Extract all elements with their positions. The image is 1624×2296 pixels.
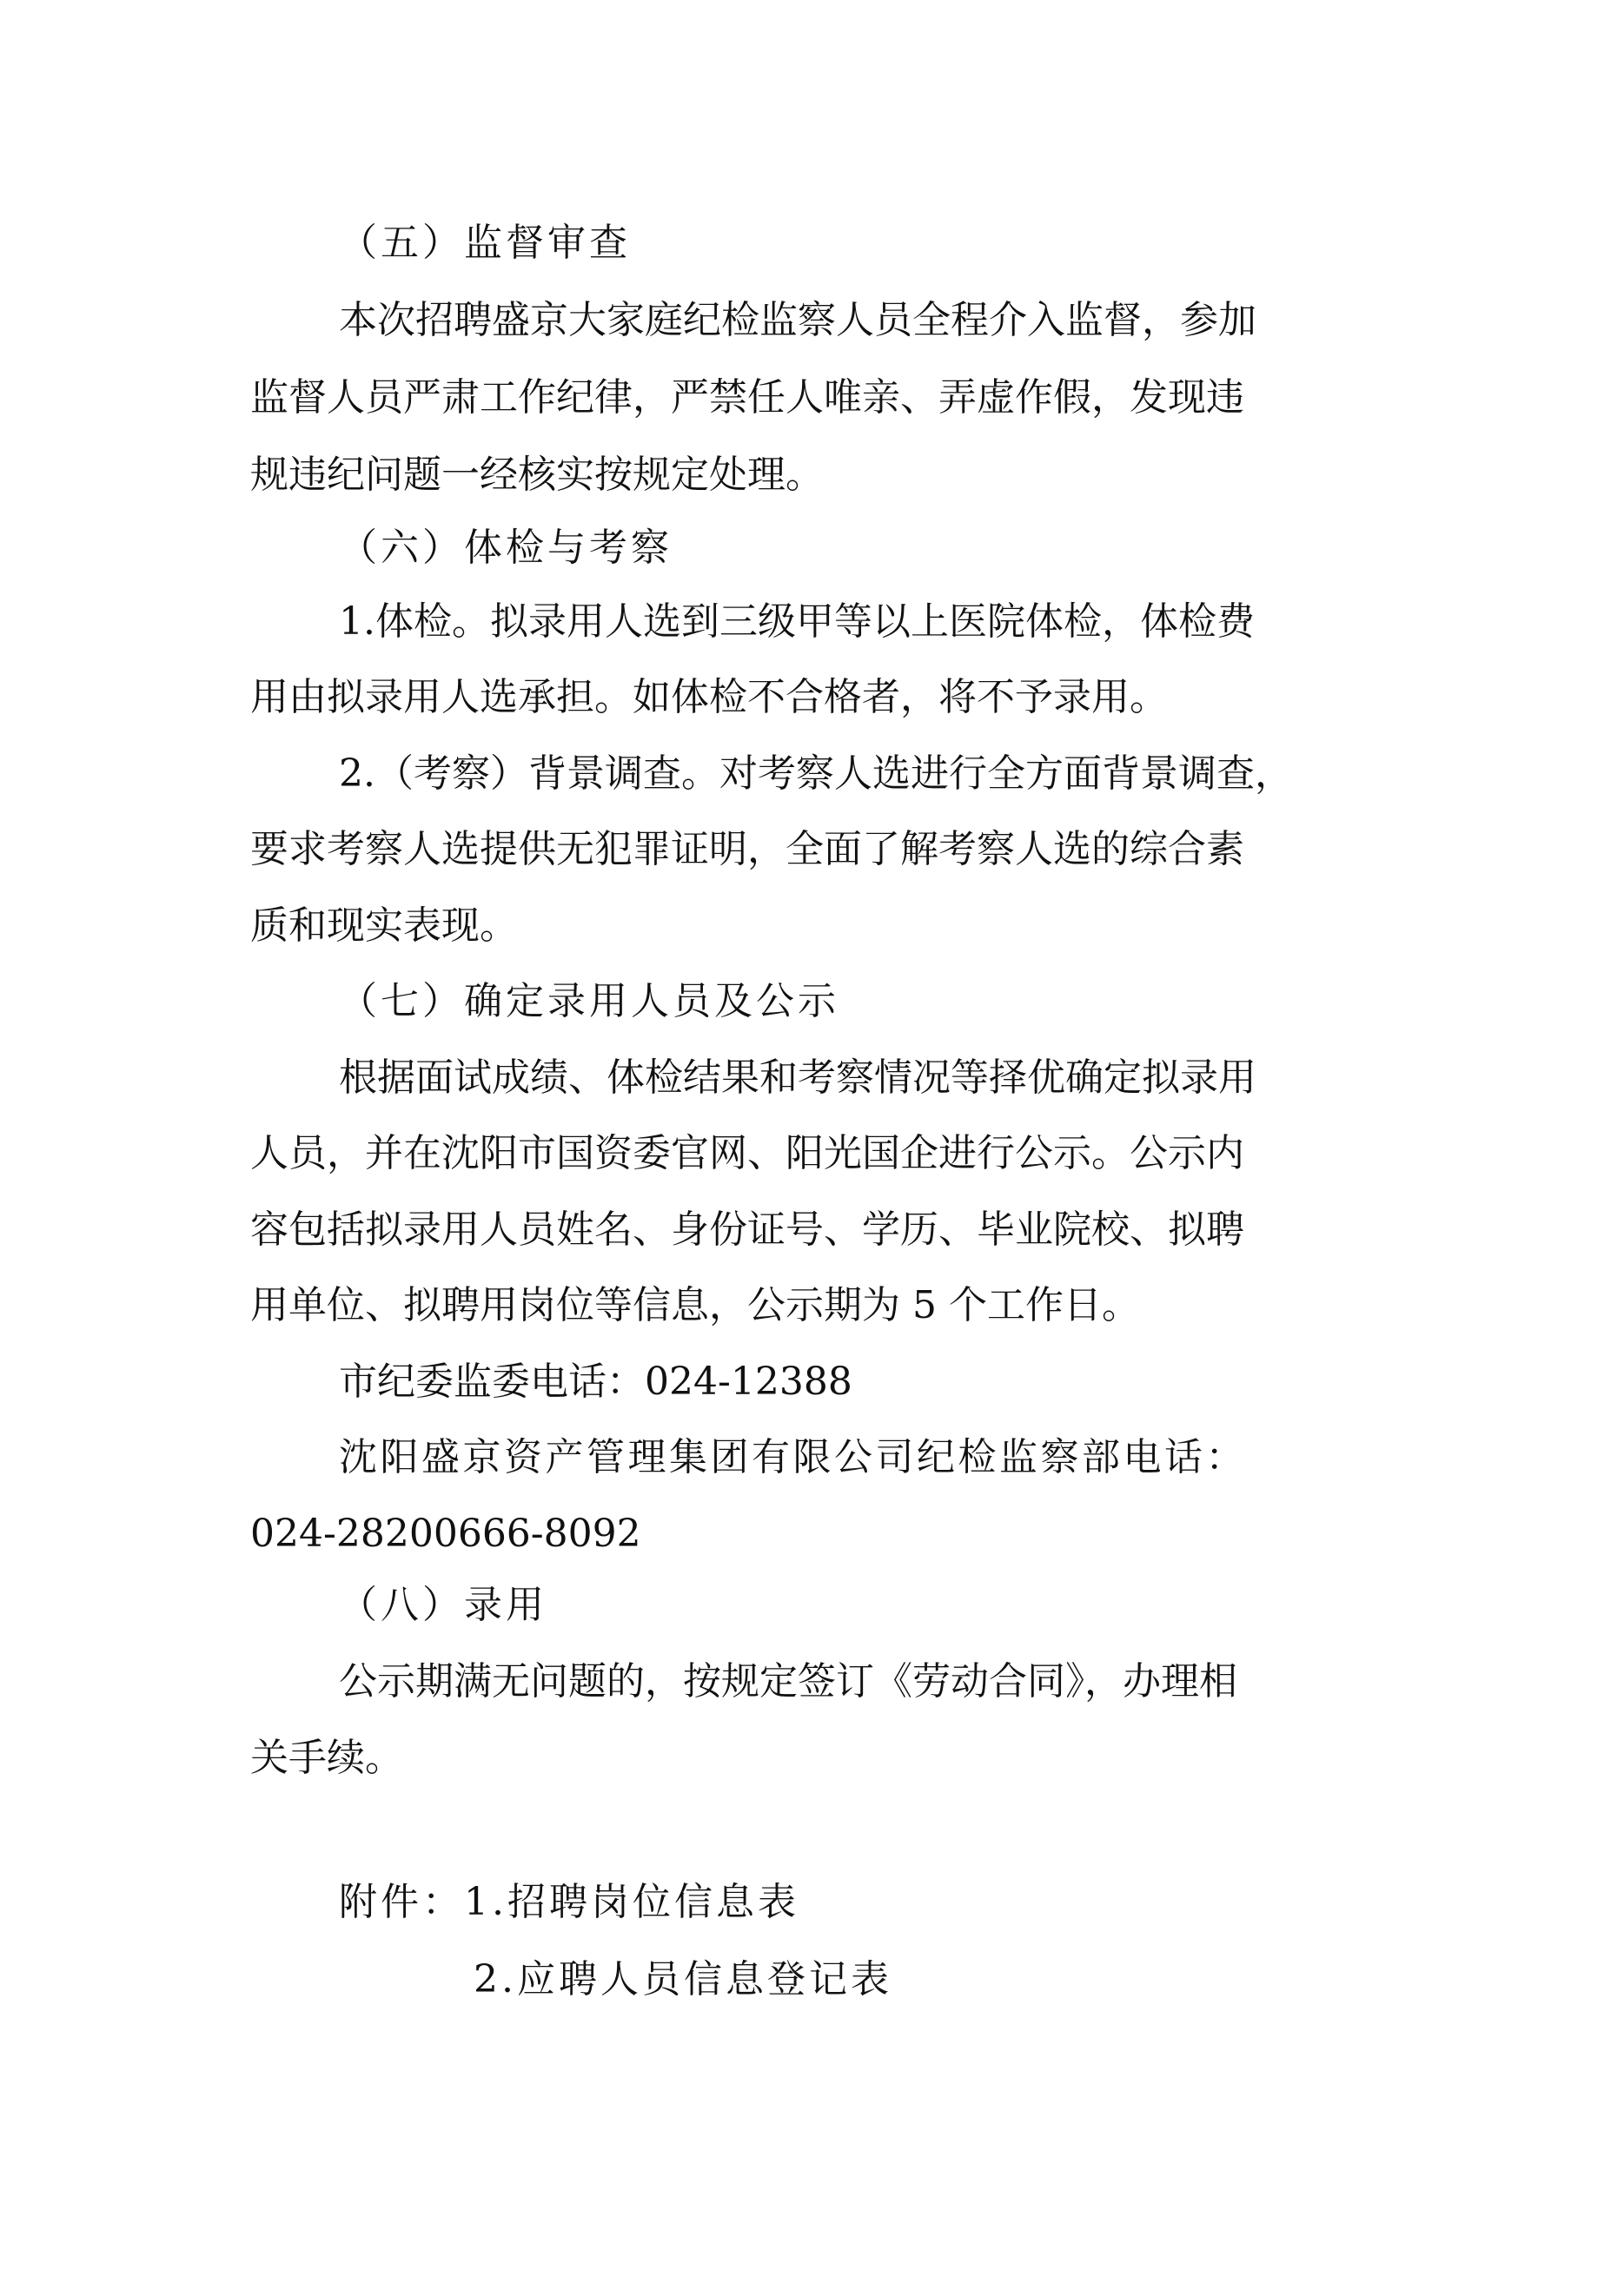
section-8-line-1: 公示期满无问题的，按规定签订《劳动合同》，办理相 [339, 1659, 1237, 1704]
section-7-line-2: 人员，并在沈阳市国资委官网、阳光国企进行公示。公示内 [250, 1131, 1244, 1175]
section-7-line-4: 用单位、拟聘用岗位等信息，公示期为 5 个工作日。 [250, 1283, 1140, 1327]
section-6-item-1-line-1: 1.体检。拟录用人选到三级甲等以上医院体检，体检费 [339, 599, 1255, 644]
section-5-line-2: 监督人员严肃工作纪律，严禁任人唯亲、弄虚作假，发现违 [250, 375, 1244, 420]
section-7-line-3: 容包括拟录用人员姓名、身份证号、学历、毕业院校、拟聘 [250, 1208, 1244, 1252]
discipline-department-phone-number: 024-28200666-8092 [250, 1512, 641, 1556]
section-7-heading: （七）确定录用人员及公示 [339, 979, 839, 1023]
section-7-line-1: 根据面试成绩、体检结果和考察情况等择优确定拟录用 [339, 1055, 1256, 1100]
section-6-heading: （六）体检与考察 [339, 526, 673, 570]
section-6-item-2-line-1: 2.（考察）背景调查。对考察人选进行全方面背景调查， [339, 751, 1293, 796]
discipline-department-phone-label: 沈阳盛京资产管理集团有限公司纪检监察部电话： [339, 1435, 1247, 1479]
section-6-item-2-line-3: 质和现实表现。 [250, 903, 518, 948]
section-8-heading: （八）录用 [339, 1583, 547, 1627]
attachment-2: 2.应聘人员信息登记表 [474, 1957, 892, 2002]
section-5-line-3: 规违纪问题一经核实按规定处理。 [250, 453, 824, 497]
section-6-item-1-line-2: 用由拟录用人选承担。如体检不合格者，将不予录用。 [250, 675, 1168, 719]
attachment-1: 附件：1.招聘岗位信息表 [339, 1880, 799, 1924]
section-5-heading: （五）监督审查 [339, 221, 631, 265]
section-6-item-2-line-2: 要求考察人选提供无犯罪证明，全面了解考察人选的综合素 [250, 827, 1244, 871]
section-8-line-2: 关手续。 [250, 1736, 403, 1780]
discipline-committee-phone: 市纪委监委电话：024-12388 [339, 1360, 852, 1404]
section-5-line-1: 本次招聘盛京大家庭纪检监察人员全程介入监督，参加 [339, 298, 1256, 342]
